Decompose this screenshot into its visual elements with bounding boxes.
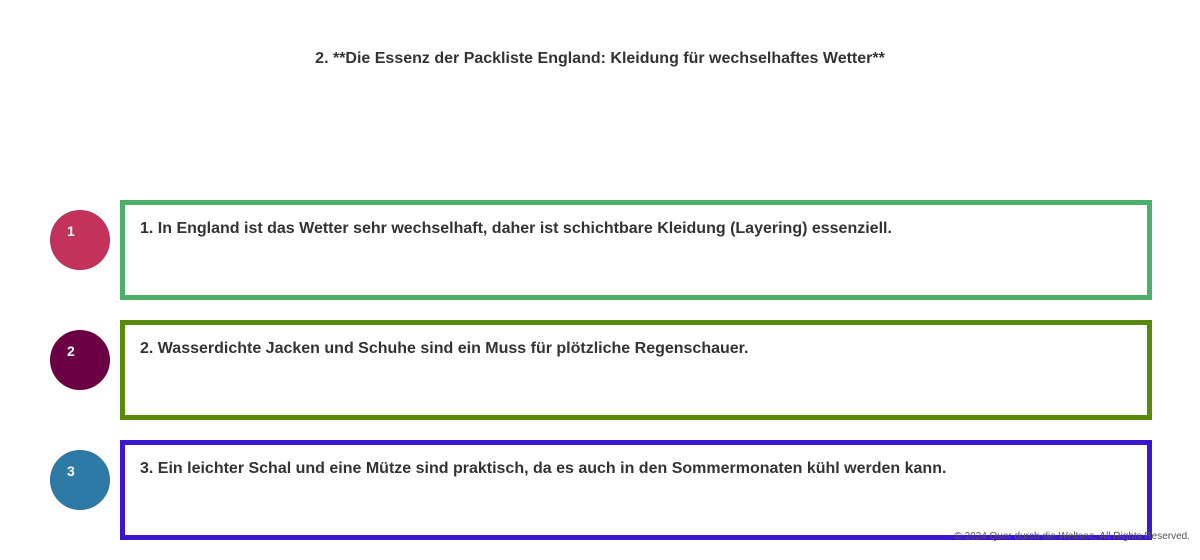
text-box	[120, 440, 1152, 540]
text-box	[120, 320, 1152, 420]
badge-number: 2	[67, 343, 75, 359]
list-item	[0, 200, 1200, 300]
page-title: 2. **Die Essenz der Packliste England: Kleidung für wechselhaftes Wetter**	[315, 50, 885, 67]
number-badge	[50, 210, 110, 270]
list-item	[0, 320, 1200, 420]
number-badge	[50, 450, 110, 510]
item-text: 2. Wasserdichte Jacken und Schuhe sind ein Muss für plötzliche Regenschauer.	[140, 340, 749, 357]
item-text: 3. Ein leichter Schal und eine Mütze sind praktisch, da es auch in den Sommermonaten kühl werden kann.	[140, 460, 947, 477]
badge-number: 3	[67, 463, 75, 479]
copyright-footer: © 2024 Quer durch die Weltsee. All Rights Reserved.	[954, 531, 1190, 542]
list-item	[0, 440, 1200, 540]
item-text: 1. In England ist das Wetter sehr wechselhaft, daher ist schichtbare Kleidung (Layering) essenziell.	[140, 220, 892, 237]
text-box	[120, 200, 1152, 300]
badge-number: 1	[67, 223, 75, 239]
number-badge	[50, 330, 110, 390]
